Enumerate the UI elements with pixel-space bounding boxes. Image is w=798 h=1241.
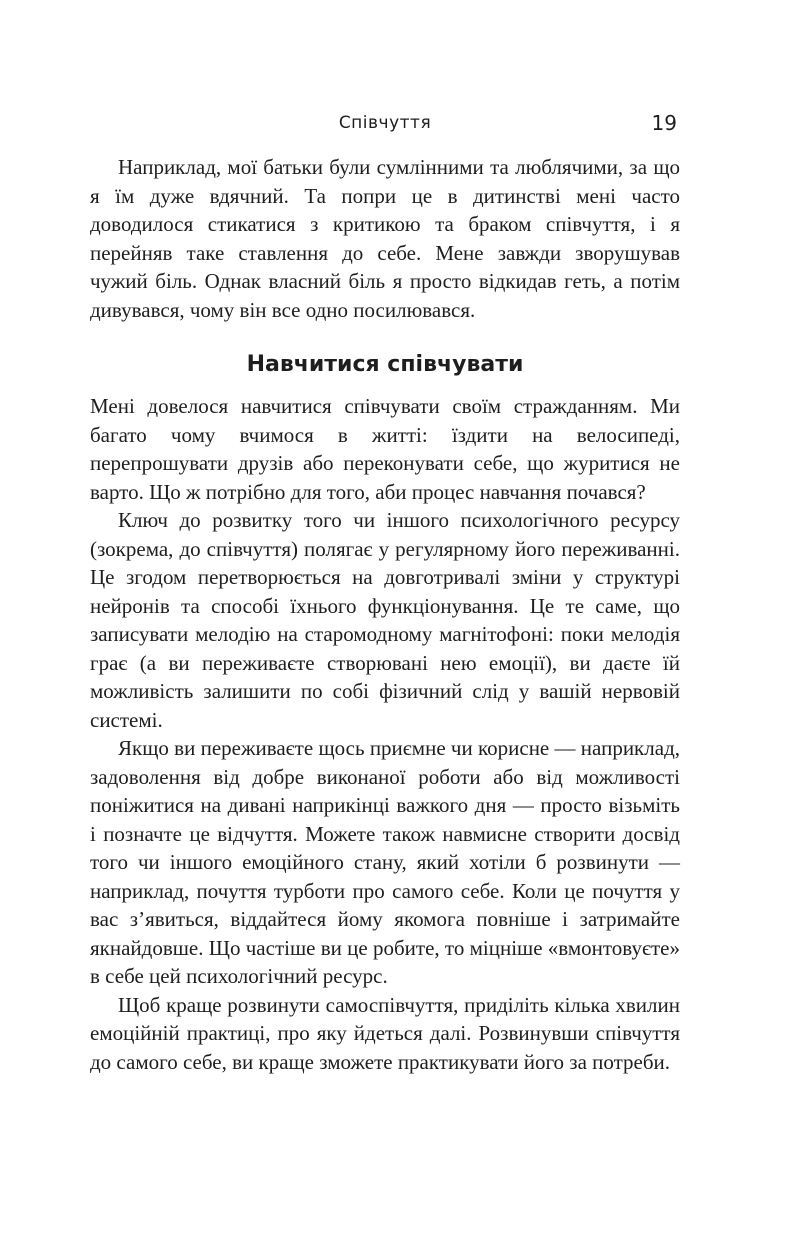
paragraph: Якщо ви переживаєте щось приємне чи корисне — наприклад, задоволення від добре виконаної роботи або від можливості поніжитися на дивані наприкінці важкого дня — просто візьміть і позначте це відчуття. Можете також навмисне створити досвід того чи іншого емоційного стану, який хотіли б розвинути — наприклад, почуття турботи про самого себе. Коли це почуття у вас з’явиться, віддайтеся йому якомога повніше і затримайте якнайдовше. Що частіше ви це робите, то міцніше «вмонтовуєте» в себе цей психологічний ресурс.: [90, 736, 680, 988]
page-number: 19: [651, 111, 677, 135]
running-title: Співчуття: [338, 113, 432, 133]
running-head: [90, 110, 680, 136]
section-heading: Навчитися співчувати: [246, 352, 524, 377]
paragraph: Щоб краще розвинути самоспівчуття, приділіть кілька хвилин емоційній практиці, про яку йдеться далі. Розвинувши співчуття до самого себе, ви краще зможете практикувати його за потреби.: [90, 992, 680, 1074]
intro-text: [90, 153, 680, 324]
paragraph: Ключ до розвитку того чи іншого психологічного ресурсу (зокрема, до співчуття) полягає у регулярному його переживанні. Це згодом перетворюється на довготривалі зміни у структурі нейронів та способі їхнього функціонування. Це те саме, що записувати мелодію на старомодному магнітофоні: поки мелодія грає (а ви переживаєте створювані нею емоції), ви даєте їй можливість залишити по собі фізичний слід у вашій нервовій системі.: [90, 508, 680, 732]
section-text: [90, 392, 680, 1076]
paragraph: Мені довелося навчитися співчувати своїм стражданням. Ми багато чому вчимося в житті: їздити на велосипеді, перепрошувати друзів або переконувати себе, що журитися не варто. Що ж потрібно для того, аби процес навчання почався?: [90, 394, 680, 504]
paragraph: Наприклад, мої батьки були сумлінними та люблячими, за що я їм дуже вдячний. Та попри це в дитинстві мені часто доводилося стикатися з критикою та браком співчуття, і я перейняв таке ставлення до себе. Мене завжди зворушував чужий біль. Однак власний біль я просто відкидав геть, а потім дивувався, чому він все одно посилювався.: [90, 155, 680, 322]
